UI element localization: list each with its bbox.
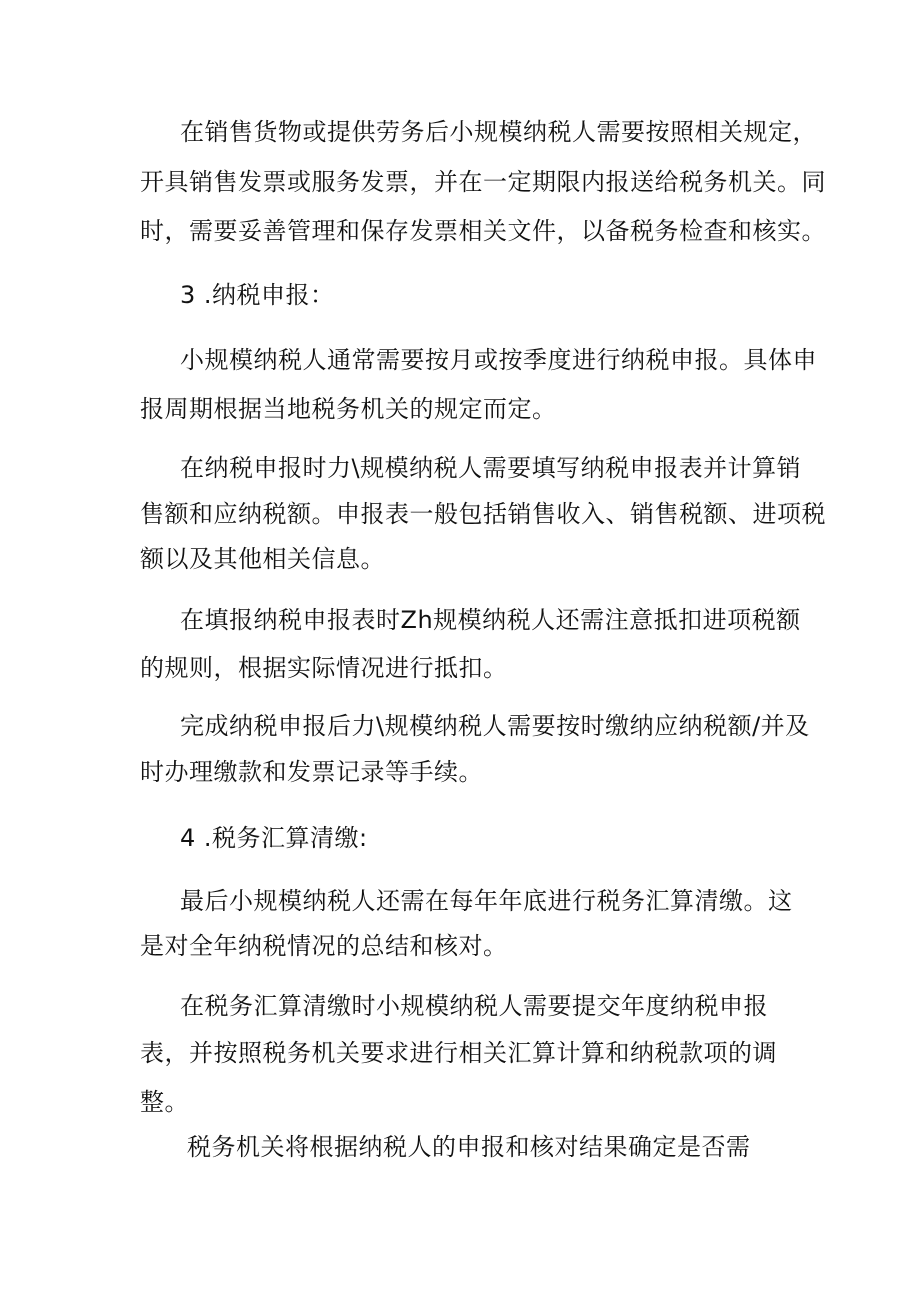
- paragraph-5-line-1: 完成纳税申报后力\规模纳税人需要按时缴纳应纳税额/并及: [180, 712, 810, 740]
- paragraph-2-line-2: 报周期根据当地税务机关的规定而定。: [140, 395, 557, 423]
- paragraph-1-line-2: 开具销售发票或服务发票，并在一定期限内报送给税务机关。同: [140, 168, 826, 196]
- section-heading-4: 4 .税务汇算清缴:: [180, 824, 368, 852]
- paragraph-7-line-1: 在税务汇算清缴时小规模纳税人需要提交年度纳税申报: [180, 992, 768, 1020]
- paragraph-7-line-3: 整。: [140, 1088, 189, 1116]
- paragraph-3-line-3: 额以及其他相关信息。: [140, 545, 385, 573]
- paragraph-8-line-1: 税务机关将根据纳税人的申报和核对结果确定是否需: [187, 1133, 751, 1161]
- paragraph-4-line-1: 在填报纳税申报表时Zh规模纳税人还需注意抵扣进项税额: [180, 606, 801, 634]
- paragraph-1-line-1: 在销售货物或提供劳务后小规模纳税人需要按照相关规定，: [180, 118, 817, 146]
- paragraph-1-line-3: 时，需要妥善管理和保存发票相关文件，以备税务检查和核实。: [140, 217, 826, 245]
- paragraph-3-line-2: 售额和应纳税额。申报表一般包括销售收入、销售税额、进项税: [140, 500, 826, 528]
- paragraph-6-line-2: 是对全年纳税情况的总结和核对。: [140, 932, 508, 960]
- paragraph-6-line-1: 最后小规模纳税人还需在每年年底进行税务汇算清缴。这: [180, 887, 793, 915]
- paragraph-5-line-2: 时办理缴款和发票记录等手续。: [140, 758, 483, 786]
- paragraph-7-line-2: 表，并按照税务机关要求进行相关汇算计算和纳税款项的调: [140, 1039, 777, 1067]
- paragraph-3-line-1: 在纳税申报时力\规模纳税人需要填写纳税申报表并计算销: [180, 454, 802, 482]
- section-heading-3: 3 .纳税申报：: [180, 281, 335, 309]
- paragraph-4-line-2: 的规则，根据实际情况进行抵扣。: [140, 654, 508, 682]
- paragraph-2-line-1: 小规模纳税人通常需要按月或按季度进行纳税申报。具体申: [180, 346, 817, 374]
